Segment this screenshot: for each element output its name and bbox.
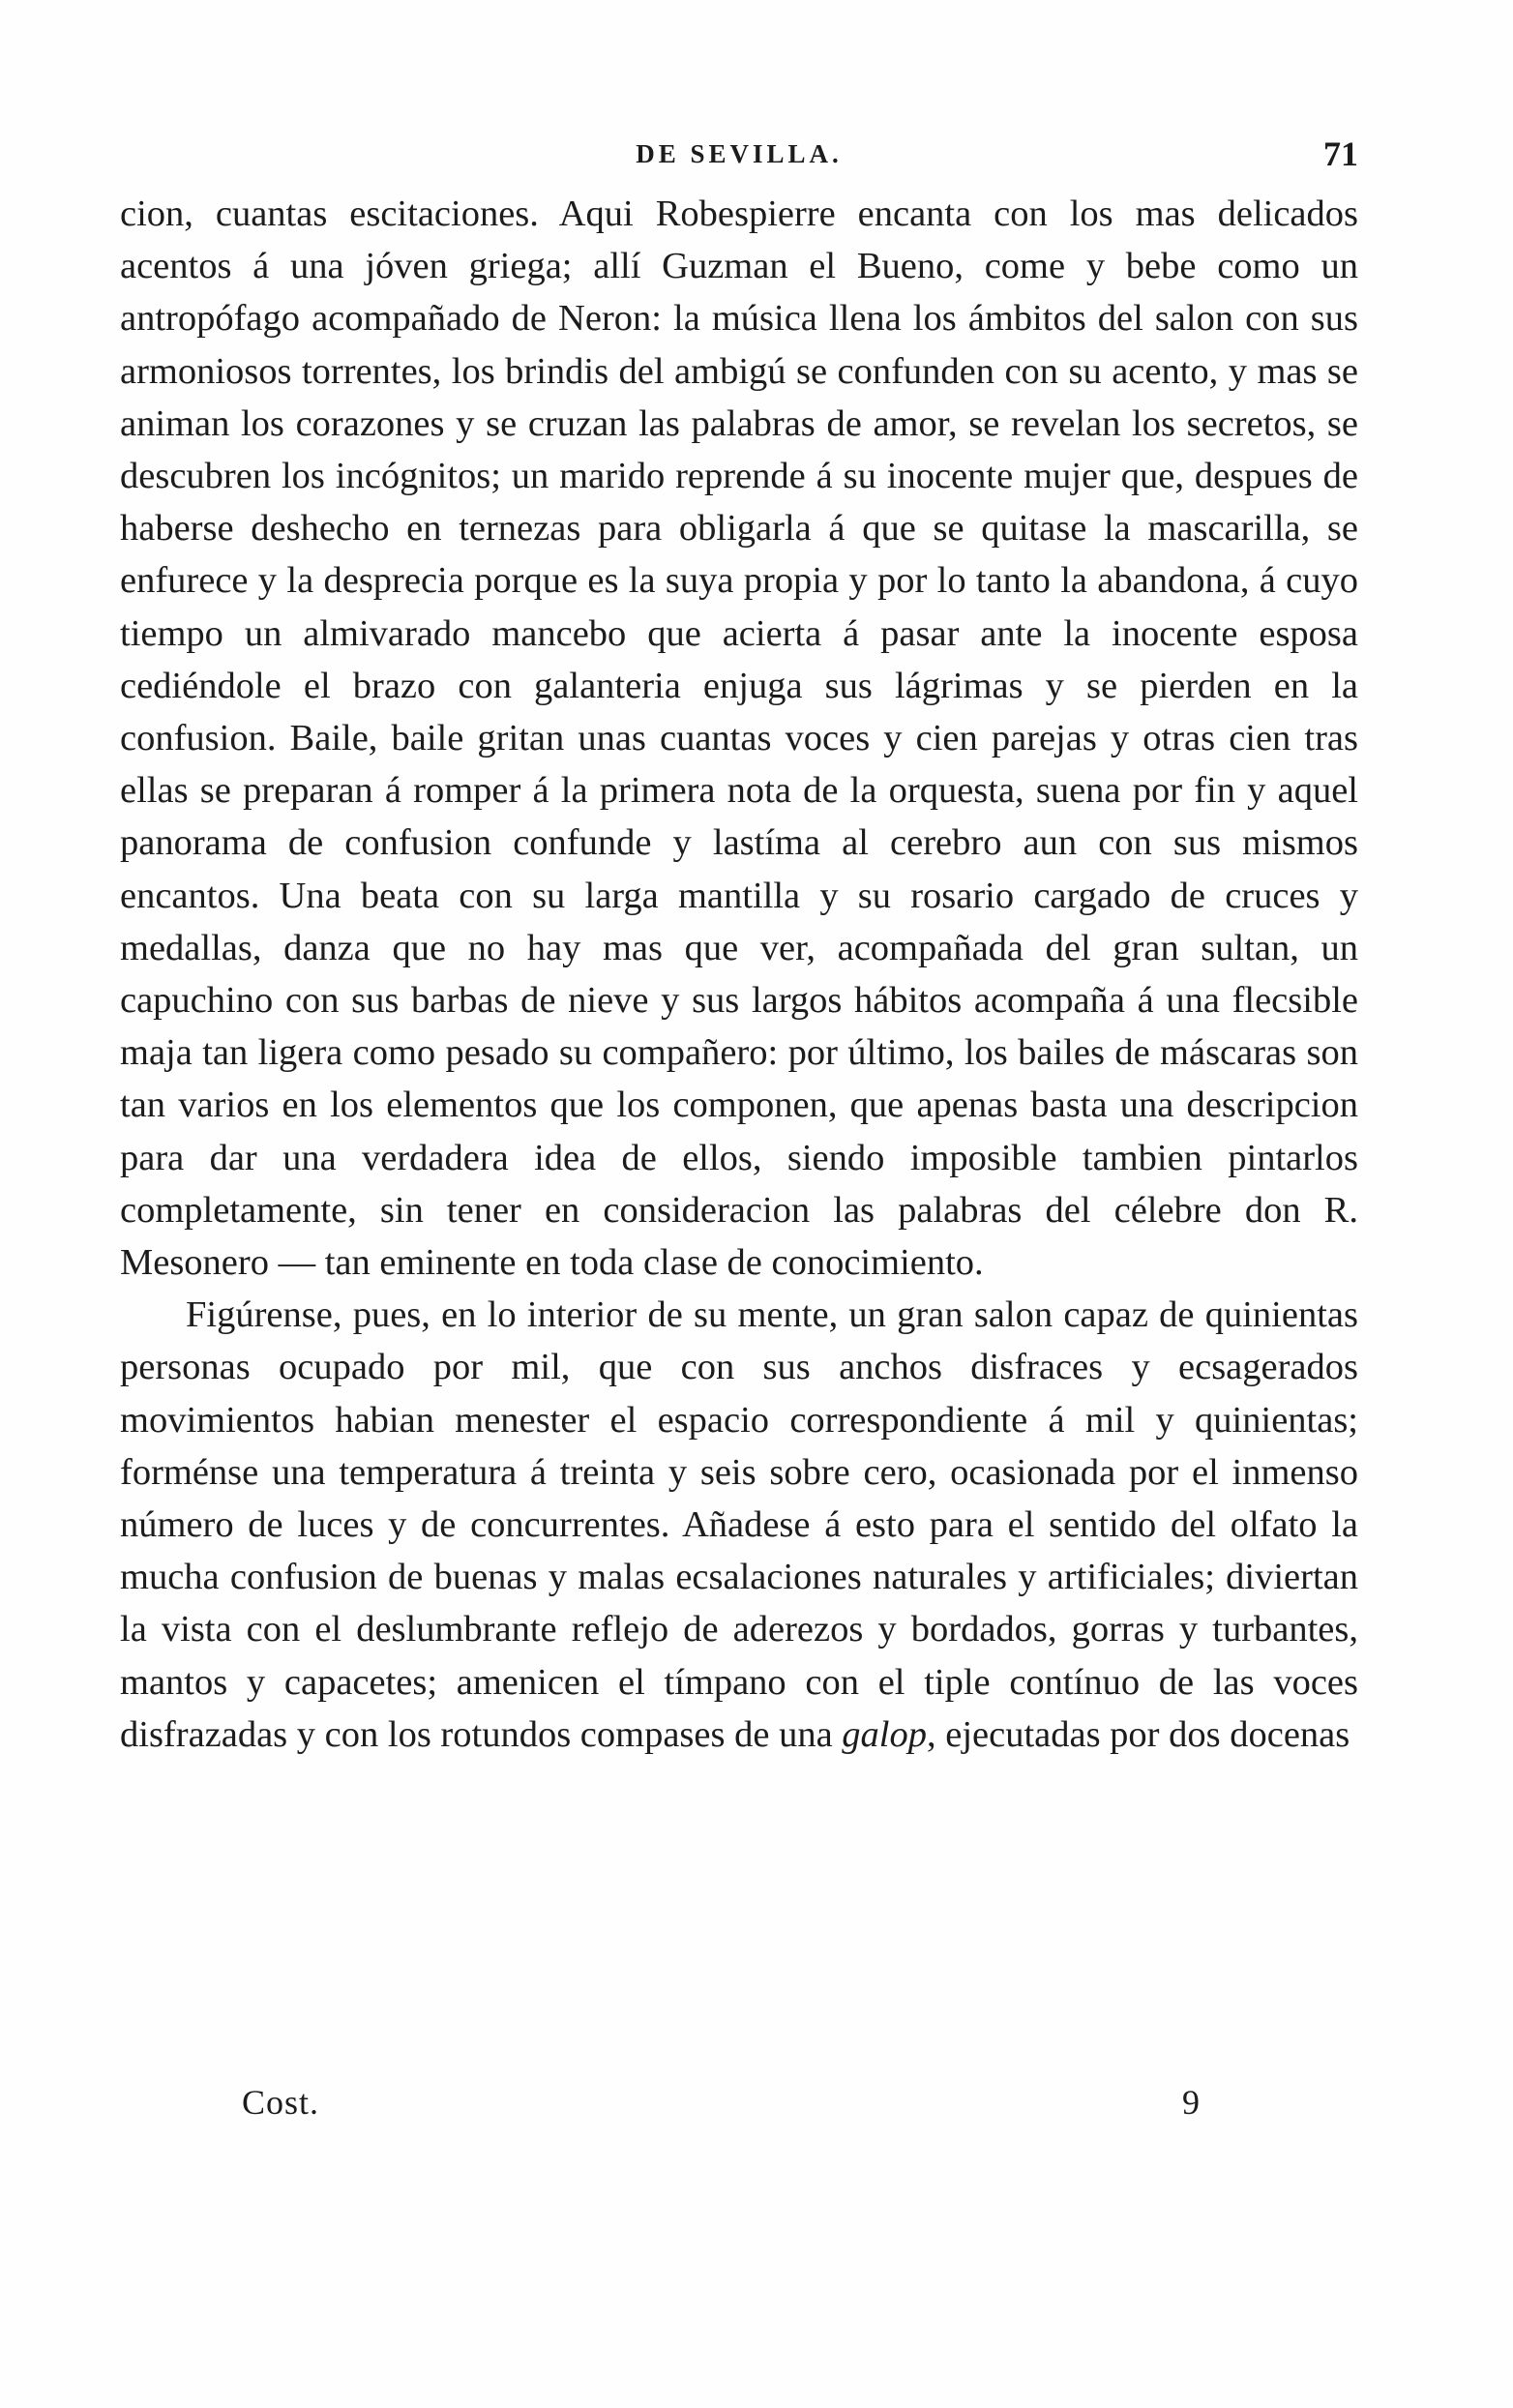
- running-head: [120, 134, 1358, 182]
- signature-mark: Cost.: [242, 2083, 320, 2122]
- running-title: DE SEVILLA.: [636, 139, 843, 168]
- paragraph: [120, 1289, 1358, 1761]
- signature-line: [120, 2082, 1358, 2140]
- paragraph-text: Figúrense, pues, en lo interior de su mente, un gran salon capaz de quinientas personas ocupado por mil, que con sus anchos disfraces y ecsagerados movimientos habian menester el espacio correspondiente á mil y quinientas; forménse una temperatura á treinta y seis sobre cero, ocasionada por el inmenso número de luces y de concurrentes. Añadese á esto para el sentido del olfato la mucha confusion de buenas y malas ecsalaciones naturales y artificiales; diviertan la vista con el deslumbrante reflejo de aderezos y bordados, gorras y turbantes, mantos y capacetes; amenicen el tímpano con el tiple contínuo de las voces disfrazadas y con los rotundos compases de una: [120, 1294, 1358, 1755]
- body-text: [120, 188, 1358, 1761]
- gathering-number: 9: [1182, 2083, 1200, 2122]
- italic-term: galop: [842, 1713, 927, 1755]
- paragraph: cion, cuantas escitaciones. Aqui Robespierre encanta con los mas delicados acentos á una jóven griega; allí Guzman el Bueno, come y bebe como un antropófago acompañado de Neron: la música llena los ámbitos del salon con sus armoniosos torrentes, los brindis del ambigú se confunden con su acento, y mas se animan los corazones y se cruzan las palabras de amor, se revelan los secretos, se descubren los incógnitos; un marido reprende á su inocente mujer que, despues de haberse deshecho en ternezas para obligarla á que se quitase la mascarilla, se enfurece y la desprecia porque es la suya propia y por lo tanto la abandona, á cuyo tiempo un almivarado mancebo que acierta á pasar ante la inocente esposa cediéndole el brazo con galanteria enjuga sus lágrimas y se pierden en la confusion. Baile, baile gritan unas cuantas voces y cien parejas y otras cien tras ellas se preparan á romper á la primera nota de la orquesta, suena por fin y aquel panorama de confusion confunde y lastíma al cerebro aun con sus mismos encantos. Una beata con su larga mantilla y su rosario cargado de cruces y medallas, danza que no hay mas que ver, acompañada del gran sultan, un capuchino con sus barbas de nieve y sus largos hábitos acompaña á una flecsible maja tan ligera como pesado su compañero: por último, los bailes de máscaras son tan varios en los elementos que los componen, que apenas basta una descripcion para dar una verdadera idea de ellos, siendo imposible tambien pintarlos completamente, sin tener en consideracion las palabras del célebre don R. Mesonero — tan eminente en toda clase de conocimiento.: [120, 193, 1358, 1284]
- page-number: 71: [1323, 134, 1358, 173]
- paragraph-text: , ejecutadas por dos docenas: [926, 1713, 1350, 1755]
